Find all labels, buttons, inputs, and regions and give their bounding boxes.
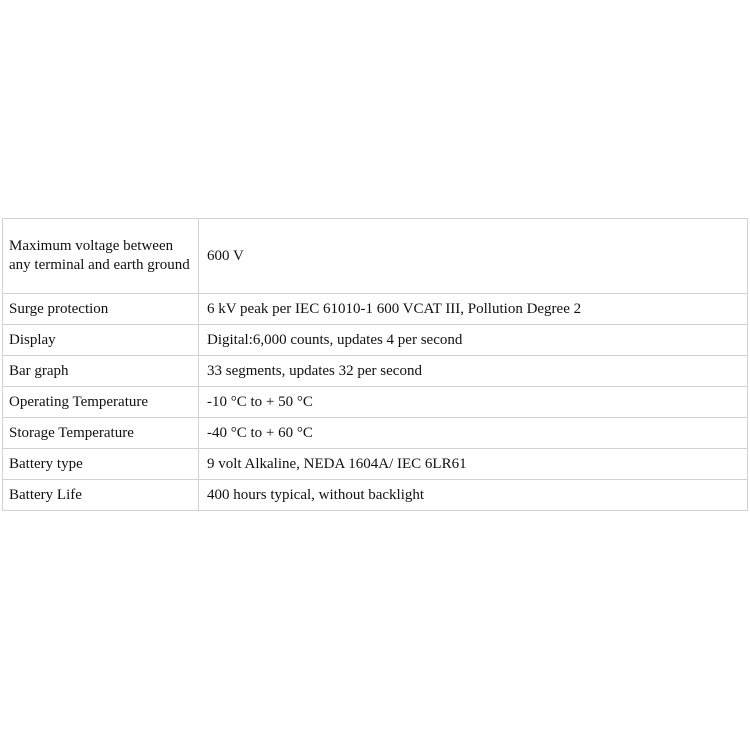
- spec-label: Maximum voltage between any terminal and earth ground: [3, 219, 199, 294]
- table-row: [3, 294, 748, 325]
- table-row: [3, 325, 748, 356]
- spec-value: -40 °C to + 60 °C: [199, 418, 748, 449]
- table-row: [3, 480, 748, 511]
- spec-value: 6 kV peak per IEC 61010-1 600 VCAT III, Pollution Degree 2: [199, 294, 748, 325]
- spec-label: Bar graph: [3, 356, 199, 387]
- spec-value: 9 volt Alkaline, NEDA 1604A/ IEC 6LR61: [199, 449, 748, 480]
- spec-label: Storage Temperature: [3, 418, 199, 449]
- spec-value: 33 segments, updates 32 per second: [199, 356, 748, 387]
- spec-label: Surge protection: [3, 294, 199, 325]
- spec-label: Display: [3, 325, 199, 356]
- spec-value: 600 V: [199, 219, 748, 294]
- spec-label: Battery Life: [3, 480, 199, 511]
- table-row: [3, 387, 748, 418]
- spec-value: 400 hours typical, without backlight: [199, 480, 748, 511]
- spec-value: Digital:6,000 counts, updates 4 per second: [199, 325, 748, 356]
- table-row: [3, 356, 748, 387]
- specifications-table: [2, 218, 748, 511]
- spec-value: -10 °C to + 50 °C: [199, 387, 748, 418]
- spec-label: Operating Temperature: [3, 387, 199, 418]
- table-row: [3, 449, 748, 480]
- table-row: [3, 418, 748, 449]
- table-row: [3, 219, 748, 294]
- spec-label: Battery type: [3, 449, 199, 480]
